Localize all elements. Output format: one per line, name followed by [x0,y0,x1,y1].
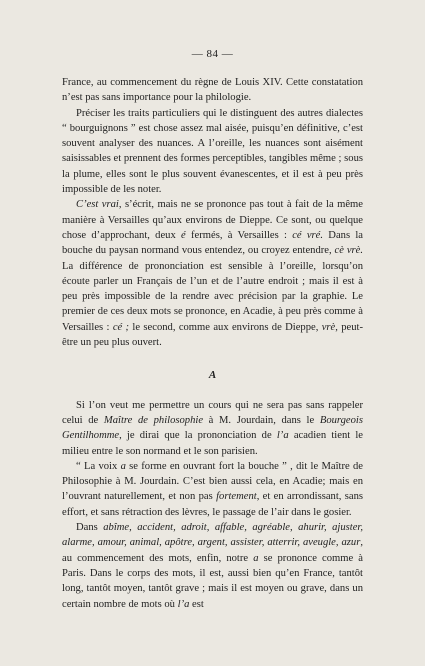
text-run: Préciser les traits particuliers qui le distinguent des autres dialectes “ bourguignons ” est chose assez mal aisée, puisqu’en définitive, c’est souvent analyser des nuances. A l’oreille, les nuances sont aisément saisissables et prennent des formes perceptibles, tangibles même ; sous la plume, elles sont le plus souvent évanescentes, et il est à peu près impossible de les noter. [62,107,363,196]
page-number: — 84 — [191,48,234,60]
italic-text: cé ; [112,321,130,333]
paragraph-p6 [62,520,363,612]
text-run: A [208,369,217,382]
italic-text: é [181,229,186,241]
text-run: se forme en ouvrant fort la bouche ” , dit le Maître de Philosophie à M. Jourdain. C’est bien aussi cela, en Acadie; mais en l’ouvrant naturellement, et non pas [62,460,364,503]
italic-text: vrè [321,321,336,333]
section-ornament [62,368,363,383]
italic-text: Maître de philosophie [103,414,204,426]
paragraph-p1 [62,75,363,106]
text-run: La différence de prononciation est sensible à l’oreille, lorsqu’on écoute parler un Français de l’un et de l’autre endroit ; mais il est à peu près impossible de la rendre avec précision par la graphie. Le premier de ces deux mots se prononce, en Acadie, à peu près comme à Versailles : [62,260,363,333]
italic-text: Bourgeois Gentilhomme [62,414,363,442]
text-run: , et en arrondissant, sans effort, et sans rétraction des lèvres, le passage de l’air dans le gosier. [62,491,364,518]
text-run: Si l’on veut me permettre un cours qui ne sera pas sans rappeler celui de [62,399,363,426]
section-gap [62,350,363,354]
text-run: est [189,598,204,610]
text-run: “ La voix [76,460,121,472]
text-run: , s’écrit, mais ne se prononce pas tout à fait de la même manière à Versailles qu’aux environs de Dieppe. Ce sont, ou quelque chose d’approchant, deux [62,199,363,241]
text-run: , peut-être un peu plus ouvert. [62,321,363,349]
text-run: fermés, à Versailles : [185,229,293,241]
text-run: , je dirai que la prononciation de [119,430,277,442]
body-text [62,75,363,612]
text-run: France, au commencement du règne de Louis XIV. Cette constatation n’est pas sans importance pour la philologie. [62,77,363,104]
italic-text: a [120,460,126,472]
paragraph-p5 [62,459,363,520]
text-run: , au commencement des mots, enfin, notre [62,537,363,564]
text-run: acadien tient le milieu entre le son normand et le son parisien. [62,430,364,457]
text-run: à M. Jourdain, dans le [203,414,320,426]
paragraph-p3 [62,197,363,350]
text-run: se prononce comme à Paris. Dans le corps des mots, il est, aussi bien qu’en France, tantôt long, tantôt moyen, tantôt grave ; mais il est moyen ou grave, dans un certain nombre de mots où [62,552,364,610]
text-run: Dans la bouche du paysan normand vous entendez, ou croyez entendre, [62,229,363,257]
paragraph-p4 [62,398,363,459]
italic-text: a [253,552,259,564]
italic-text: abîme, accident, adroit, affable, agréable, ahurir, ajuster, alarme, amour, animal, apôtre, argent, assister, atterrir, aveugle, azur [62,522,364,549]
paragraph-p2 [62,106,363,198]
italic-text: l’a [276,430,289,442]
italic-text: cè vrè. [334,245,364,257]
text-run: le second, comme aux environs de Dieppe, [129,321,322,333]
italic-text: l’a [177,598,190,610]
text-run: Dans [76,522,104,534]
italic-text: C’est vrai [76,199,119,211]
italic-text: cé vré. [292,229,324,241]
italic-text: fortement [216,491,257,503]
